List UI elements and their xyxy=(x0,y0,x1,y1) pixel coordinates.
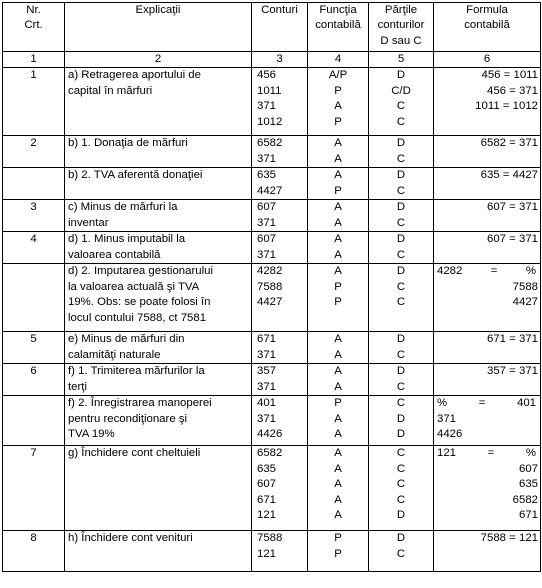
formula-line: 456 = 1011 xyxy=(481,69,538,82)
table-row xyxy=(3,364,541,396)
function-cell xyxy=(308,68,369,136)
description-line: c) Minus de mărfuri la xyxy=(68,201,178,214)
table-row xyxy=(3,446,541,531)
side-cell xyxy=(369,531,434,572)
account-side: D xyxy=(396,532,406,545)
account-number: 121 xyxy=(257,547,277,560)
account-number: 6582 xyxy=(257,447,283,460)
account-function: A xyxy=(334,216,342,229)
column-number: 5 xyxy=(369,52,434,68)
account-side: D xyxy=(396,169,406,182)
description-line: locul contului 7588, ct 7581 xyxy=(68,311,207,324)
table-row xyxy=(3,200,541,232)
row-number-cell xyxy=(3,364,65,396)
function-cell xyxy=(308,364,369,396)
account-number: 607 xyxy=(257,478,277,491)
column-number-row xyxy=(3,52,541,68)
account-function: A xyxy=(334,478,342,491)
table-row xyxy=(3,264,541,332)
account-function: P xyxy=(334,184,342,197)
account-side: D xyxy=(396,69,406,82)
account-side: C xyxy=(396,248,406,261)
formula-part: % xyxy=(525,447,536,460)
description-line: la valoarea actuală şi TVA xyxy=(68,280,200,293)
description-cell xyxy=(65,264,252,332)
account-number: 371 xyxy=(257,412,277,425)
accounts-cell xyxy=(252,364,308,396)
accounting-table xyxy=(2,2,541,572)
side-cell xyxy=(369,68,434,136)
account-side: C xyxy=(396,216,406,229)
formula-line: 456 = 371 xyxy=(487,84,538,97)
account-function: A xyxy=(334,412,342,425)
header-explicatii-label: Explicaţii xyxy=(135,4,181,16)
function-cell xyxy=(308,232,369,264)
account-side: C xyxy=(396,348,406,361)
row-number: 1 xyxy=(30,69,37,82)
row-number: 5 xyxy=(30,333,37,346)
table-row xyxy=(3,168,541,200)
description-line: h) Închidere cont venituri xyxy=(68,532,193,545)
account-number: 7588 xyxy=(257,280,283,293)
formula-line: 357 = 371 xyxy=(487,365,538,378)
account-number: 607 xyxy=(257,233,277,246)
description-line: a) Retragerea aportului de xyxy=(68,69,201,82)
account-function: A xyxy=(334,265,342,278)
account-function: A xyxy=(334,365,342,378)
account-number: 1012 xyxy=(257,115,283,128)
row-number-cell xyxy=(3,396,65,446)
account-number: 371 xyxy=(257,380,277,393)
side-cell xyxy=(369,264,434,332)
row-number: 4 xyxy=(30,233,37,246)
header-partile-line: conturilor xyxy=(377,19,425,32)
account-function: P xyxy=(334,547,342,560)
accounts-cell xyxy=(252,200,308,232)
description-cell xyxy=(65,68,252,136)
accounts-cell xyxy=(252,136,308,168)
description-cell xyxy=(65,136,252,168)
header-row xyxy=(3,3,541,52)
description-line: b) 1. Donaţia de mărfuri xyxy=(68,137,188,150)
account-number: 635 xyxy=(257,169,277,182)
row-number: 6 xyxy=(30,365,37,378)
formula-line: 671 = 371 xyxy=(487,333,538,346)
account-function: A xyxy=(334,233,342,246)
account-side: D xyxy=(396,265,406,278)
account-function: A xyxy=(334,493,342,506)
description-cell xyxy=(65,446,252,531)
row-number: 3 xyxy=(30,201,37,214)
function-cell xyxy=(308,264,369,332)
description-cell xyxy=(65,332,252,364)
account-number: 671 xyxy=(257,493,277,506)
formula-line: 635 xyxy=(518,478,538,491)
table-row xyxy=(3,68,541,136)
account-function: A xyxy=(334,137,342,150)
function-cell xyxy=(308,200,369,232)
accounts-cell xyxy=(252,232,308,264)
formula-line: 607 = 371 xyxy=(487,201,538,214)
header-nr-line: Crt. xyxy=(24,19,43,32)
account-side: C xyxy=(396,478,406,491)
formula-line xyxy=(437,396,538,411)
account-number: 456 xyxy=(257,69,277,82)
description-cell xyxy=(65,531,252,572)
account-function: P xyxy=(334,296,342,309)
account-side: C xyxy=(396,100,406,113)
accounts-cell xyxy=(252,446,308,531)
column-number: 1 xyxy=(3,52,65,68)
account-function: A xyxy=(334,509,342,522)
account-number: 4427 xyxy=(257,296,283,309)
description-line: f) 1. Trimiterea mărfurilor la xyxy=(68,365,205,378)
formula-part: = xyxy=(487,447,495,460)
side-cell xyxy=(369,332,434,364)
account-side: C xyxy=(396,493,406,506)
account-number: 4427 xyxy=(257,184,283,197)
formula-line: 7588 xyxy=(512,280,538,293)
formula-cell xyxy=(434,446,541,531)
account-number: 121 xyxy=(257,509,277,522)
account-side: C xyxy=(396,397,406,410)
function-cell xyxy=(308,396,369,446)
formula-line xyxy=(437,446,538,461)
description-line: 19%. Obs: se poate folosi în xyxy=(68,296,211,309)
description-line: valoarea contabilă xyxy=(68,248,161,261)
account-side: D xyxy=(396,428,406,441)
accounts-cell xyxy=(252,332,308,364)
description-line: d) 1. Minus imputabil la xyxy=(68,233,186,246)
formula-cell xyxy=(434,364,541,396)
description-cell xyxy=(65,200,252,232)
account-function: A xyxy=(334,201,342,214)
account-function: A xyxy=(334,428,342,441)
formula-line: 4426 xyxy=(437,428,463,441)
formula-line: 371 xyxy=(437,412,457,425)
description-line: d) 2. Imputarea gestionarului xyxy=(68,265,213,278)
description-cell xyxy=(65,168,252,200)
formula-cell xyxy=(434,232,541,264)
header-formula-line: contabilă xyxy=(464,19,510,32)
row-number-cell xyxy=(3,264,65,332)
row-number-cell xyxy=(3,332,65,364)
side-cell xyxy=(369,168,434,200)
description-line: terţi xyxy=(68,380,87,393)
formula-line: 6582 = 371 xyxy=(480,137,538,150)
function-cell xyxy=(308,332,369,364)
account-function: P xyxy=(334,115,342,128)
side-cell xyxy=(369,136,434,168)
formula-cell xyxy=(434,68,541,136)
account-side: C xyxy=(396,447,406,460)
header-functia-line: contabilă xyxy=(315,19,361,32)
account-number: 1011 xyxy=(257,84,282,97)
function-cell xyxy=(308,531,369,572)
accounts-cell xyxy=(252,168,308,200)
formula-cell xyxy=(434,531,541,572)
account-function: A xyxy=(334,380,342,393)
account-function: P xyxy=(334,84,342,97)
account-function: P xyxy=(334,532,342,545)
formula-part: 401 xyxy=(516,397,536,410)
account-side: D xyxy=(396,412,406,425)
header-nr xyxy=(3,3,65,52)
row-number-cell xyxy=(3,446,65,531)
account-function: P xyxy=(334,397,342,410)
account-number: 635 xyxy=(257,462,277,475)
function-cell xyxy=(308,168,369,200)
header-formula xyxy=(434,3,541,52)
row-number: 2 xyxy=(30,137,37,150)
account-function: A xyxy=(334,447,342,460)
row-number-cell xyxy=(3,531,65,572)
formula-line: 607 xyxy=(518,462,538,475)
accounts-cell xyxy=(252,68,308,136)
table-row xyxy=(3,396,541,446)
account-function: A xyxy=(334,248,342,261)
table-row xyxy=(3,332,541,364)
table-row xyxy=(3,232,541,264)
description-line: TVA 19% xyxy=(68,428,115,441)
formula-cell xyxy=(434,264,541,332)
table-row xyxy=(3,136,541,168)
account-side: C xyxy=(396,280,406,293)
formula-part: = xyxy=(478,397,486,410)
formula-part: % xyxy=(525,265,536,278)
formula-line xyxy=(437,264,538,279)
account-function: A xyxy=(334,169,342,182)
account-side: C xyxy=(396,547,406,560)
account-side: C xyxy=(396,152,406,165)
formula-line: 4427 xyxy=(512,296,538,309)
formula-line: 6582 xyxy=(512,493,538,506)
function-cell xyxy=(308,446,369,531)
description-cell xyxy=(65,232,252,264)
header-nr-line: Nr. xyxy=(26,4,41,16)
header-explicatii xyxy=(65,3,252,52)
side-cell xyxy=(369,446,434,531)
row-number-cell xyxy=(3,232,65,264)
header-formula-line: Formula xyxy=(466,4,508,16)
formula-line: 607 = 371 xyxy=(487,233,538,246)
formula-part: = xyxy=(490,265,498,278)
function-cell xyxy=(308,136,369,168)
formula-line: 635 = 4427 xyxy=(480,169,538,182)
formula-part: 121 xyxy=(437,447,457,460)
account-side: C xyxy=(396,380,406,393)
table-body xyxy=(3,68,541,572)
account-side: D xyxy=(396,201,406,214)
account-side: D xyxy=(396,333,406,346)
account-number: 357 xyxy=(257,365,277,378)
account-function: P xyxy=(334,280,342,293)
header-conturi xyxy=(252,3,308,52)
formula-line: 7588 = 121 xyxy=(480,532,538,545)
row-number-cell xyxy=(3,68,65,136)
description-line: pentru recondiţionare şi xyxy=(68,412,188,425)
description-cell xyxy=(65,364,252,396)
account-side: D xyxy=(396,137,406,150)
row-number-cell xyxy=(3,136,65,168)
account-number: 6582 xyxy=(257,137,283,150)
account-function: A xyxy=(334,462,342,475)
side-cell xyxy=(369,364,434,396)
column-number: 4 xyxy=(308,52,369,68)
header-conturi-label: Conturi xyxy=(261,4,298,16)
account-function: A xyxy=(334,333,342,346)
column-number: 6 xyxy=(434,52,541,68)
table-row xyxy=(3,531,541,572)
row-number-cell xyxy=(3,200,65,232)
column-number: 3 xyxy=(252,52,308,68)
description-line: e) Minus de mărfuri din xyxy=(68,333,185,346)
account-side: C xyxy=(396,296,406,309)
description-line: inventar xyxy=(68,216,109,229)
account-number: 607 xyxy=(257,201,277,214)
account-side: C/D xyxy=(391,84,411,97)
side-cell xyxy=(369,200,434,232)
header-functia xyxy=(308,3,369,52)
header-partile xyxy=(369,3,434,52)
formula-cell xyxy=(434,136,541,168)
description-line: f) 2. Înregistrarea manoperei xyxy=(68,397,212,410)
formula-part: % xyxy=(437,397,448,410)
description-line: g) Închidere cont cheltuieli xyxy=(68,447,201,460)
account-number: 371 xyxy=(257,100,277,113)
account-side: D xyxy=(396,509,406,522)
row-number-cell xyxy=(3,168,65,200)
formula-cell xyxy=(434,200,541,232)
formula-cell xyxy=(434,396,541,446)
account-number: 371 xyxy=(257,348,277,361)
account-number: 671 xyxy=(257,333,277,346)
formula-cell xyxy=(434,332,541,364)
account-function: A/P xyxy=(328,69,348,82)
account-function: A xyxy=(334,348,342,361)
account-side: C xyxy=(396,115,406,128)
accounts-cell xyxy=(252,264,308,332)
account-number: 7588 xyxy=(257,532,283,545)
row-number: 8 xyxy=(30,532,37,545)
formula-cell xyxy=(434,168,541,200)
account-number: 4282 xyxy=(257,265,283,278)
accounts-cell xyxy=(252,531,308,572)
account-number: 371 xyxy=(257,248,277,261)
description-cell xyxy=(65,396,252,446)
header-partile-line: D sau C xyxy=(380,34,422,47)
formula-line: 671 xyxy=(518,509,538,522)
description-line: b) 2. TVA aferentă donaţiei xyxy=(68,169,203,182)
column-number: 2 xyxy=(65,52,252,68)
description-line: calamităţi naturale xyxy=(68,348,161,361)
account-side: D xyxy=(396,233,406,246)
side-cell xyxy=(369,232,434,264)
account-number: 371 xyxy=(257,216,277,229)
description-line: capital în mărfuri xyxy=(68,84,153,97)
account-number: 4426 xyxy=(257,428,283,441)
account-side: D xyxy=(396,365,406,378)
account-function: A xyxy=(334,100,342,113)
account-function: A xyxy=(334,152,342,165)
account-side: C xyxy=(396,462,406,475)
header-partile-line: Părţile xyxy=(384,4,418,16)
account-side: C xyxy=(396,184,406,197)
accounts-cell xyxy=(252,396,308,446)
row-number: 7 xyxy=(30,447,37,460)
header-functia-line: Funcţia xyxy=(319,4,357,16)
account-number: 401 xyxy=(257,397,277,410)
account-number: 371 xyxy=(257,152,277,165)
side-cell xyxy=(369,396,434,446)
formula-line: 1011 = 1012 xyxy=(475,100,538,113)
formula-part: 4282 xyxy=(437,265,463,278)
